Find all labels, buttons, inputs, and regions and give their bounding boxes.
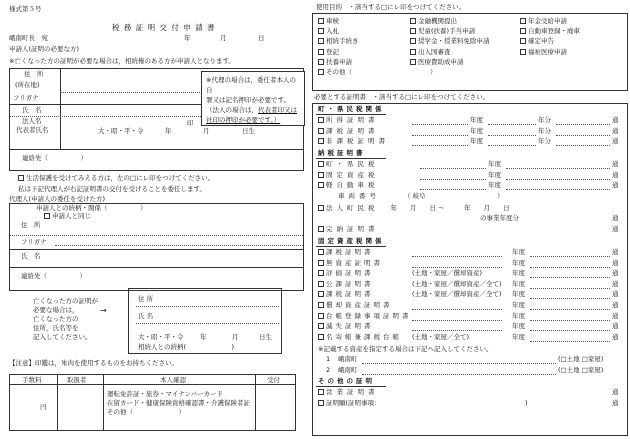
checkbox[interactable] bbox=[318, 291, 324, 297]
checkbox[interactable] bbox=[318, 59, 324, 65]
delegate-relation: 申請人との続柄・関係（ ） bbox=[36, 204, 147, 212]
town-tax-row[interactable]: 非課税証明書 bbox=[318, 138, 389, 145]
purpose-scholarship[interactable]: 奨学金・授業料免除申請 bbox=[410, 36, 520, 46]
checkbox[interactable] bbox=[318, 138, 324, 144]
checkbox[interactable] bbox=[318, 249, 324, 255]
fiscal-year-label: 年度 bbox=[512, 332, 525, 341]
fiscal-year-label: 年度 bbox=[470, 137, 483, 145]
fiscal-year-label: 年度 bbox=[512, 290, 525, 299]
applicant-birth-year: 年 bbox=[165, 127, 172, 135]
checkbox[interactable] bbox=[520, 28, 526, 34]
count-label: 通 bbox=[612, 160, 619, 168]
checkbox[interactable] bbox=[318, 38, 324, 44]
fee-header: 手数料 bbox=[22, 376, 42, 384]
count-label: 通 bbox=[612, 398, 619, 407]
purpose-welfare-medical[interactable]: 福祉医療申請 bbox=[520, 47, 620, 57]
reception-header: 受付 bbox=[267, 376, 280, 384]
complete-payment-row[interactable]: 完納証明書 bbox=[318, 226, 379, 233]
checkbox[interactable] bbox=[410, 18, 416, 24]
purpose-bank[interactable]: 金融機関提出 bbox=[410, 16, 520, 26]
delegate-name-label: 氏 名 bbox=[21, 252, 41, 260]
fiscal-year-label: 年度 bbox=[512, 311, 525, 320]
tax-payment-row[interactable]: 軽自動車税 bbox=[318, 182, 379, 189]
year-portion-label: 年分 bbox=[538, 126, 551, 135]
property-heading: 固定資産税関係 bbox=[318, 237, 385, 245]
applicant-name-label: 氏 名 bbox=[22, 106, 42, 114]
checkbox[interactable] bbox=[520, 38, 526, 44]
corp-tax-row[interactable]: 法人町民税 年 月 日 〜 年 月 日 bbox=[318, 205, 510, 212]
delegate-furigana-label: フリガナ bbox=[21, 238, 47, 246]
asset-note: ※記載する資産を指定する場合は下記へ記入してください。 bbox=[318, 345, 493, 353]
fiscal-year-label: 年度 bbox=[512, 248, 525, 256]
fiscal-year-label: 年度 bbox=[512, 269, 525, 278]
fiscal-year-label: 年度 bbox=[512, 279, 525, 288]
arrow-right-icon: → bbox=[100, 306, 107, 315]
deceased-birth-year: 年 bbox=[200, 333, 207, 341]
close-paren: ) bbox=[525, 398, 528, 407]
checkbox[interactable] bbox=[318, 18, 324, 24]
other-cert-row[interactable]: 営業証明書 bbox=[318, 389, 379, 396]
checkbox[interactable] bbox=[318, 323, 324, 329]
asset-town: 峨南町 bbox=[338, 355, 358, 363]
checkbox[interactable] bbox=[318, 226, 324, 232]
count-label: 通 bbox=[612, 279, 619, 288]
plate-number-row: 車両番号 （ 岐阜 ） bbox=[338, 192, 504, 200]
identity-header: 本人確認 bbox=[160, 376, 186, 384]
checkbox[interactable] bbox=[318, 302, 324, 308]
deceased-note: ※亡くなった方の証明が必要な場合は，相続権のある方が申請人となります。 bbox=[9, 57, 235, 65]
checkbox[interactable] bbox=[318, 128, 324, 134]
asset-number: 2 bbox=[326, 365, 331, 374]
property-row[interactable]: 償却資産証明書 bbox=[318, 302, 393, 309]
deceased-name-label: 氏 名 bbox=[138, 312, 154, 320]
form-title: 税 務 証 明 交 付 申 請 書 bbox=[112, 23, 216, 32]
count-label: 通 bbox=[612, 116, 619, 124]
purpose-vehicle-registration[interactable]: 自動車登録・廃車 bbox=[520, 26, 620, 36]
checkbox[interactable] bbox=[318, 182, 324, 188]
town-tax-row[interactable]: 課税証明書 bbox=[318, 128, 379, 135]
checkbox[interactable] bbox=[318, 270, 324, 276]
business-year-label: の事業年度分 bbox=[480, 214, 519, 222]
fiscal-year-label: 年度 bbox=[512, 322, 525, 331]
count-label: 通 bbox=[612, 137, 619, 145]
asset-kind[interactable]: (□土地 □家屋) bbox=[558, 365, 604, 374]
applicant-location-label: (所在地) bbox=[15, 81, 40, 89]
deceased-birth-day: 日生 bbox=[259, 333, 272, 341]
count-label: 通 bbox=[612, 388, 619, 396]
applicant-heading: 申請人(証明の必要な方) bbox=[9, 45, 80, 53]
count-label: 通 bbox=[612, 170, 619, 179]
checkbox[interactable] bbox=[410, 28, 416, 34]
deceased-birth-month: 月 bbox=[232, 333, 239, 341]
checkbox[interactable] bbox=[318, 281, 324, 287]
property-row[interactable]: 課税証明書 bbox=[318, 249, 374, 256]
checkbox[interactable] bbox=[520, 18, 526, 24]
checkbox[interactable] bbox=[318, 69, 324, 75]
date-day-label: 日 bbox=[258, 34, 265, 42]
seal-caution: 【注意】印鑑は，朱肉を使用するものをお持ちください。 bbox=[9, 359, 178, 367]
property-row[interactable]: 公課証明書 bbox=[318, 281, 374, 288]
asset-type-label: (土地・家屋／償却資産) bbox=[412, 269, 483, 278]
checkbox[interactable] bbox=[318, 49, 324, 55]
property-row[interactable]: 評価証明書 bbox=[318, 270, 374, 277]
purpose-child-allowance[interactable]: 児童(扶養)手当申請 bbox=[410, 26, 520, 36]
purpose-items bbox=[318, 16, 618, 77]
rep-name-label: 代表者氏名 bbox=[16, 126, 49, 134]
applicant-birth-era: 大・昭・平・令 bbox=[98, 127, 144, 135]
fee-unit: 円 bbox=[40, 403, 47, 411]
fiscal-year-label: 年度 bbox=[512, 301, 525, 309]
same-as-applicant-checkbox[interactable] bbox=[44, 213, 50, 219]
count-label: 通 bbox=[612, 290, 619, 299]
fiscal-year-label: 年度 bbox=[488, 170, 501, 179]
purpose-medical-subsidy[interactable]: 医療費助成申請 bbox=[410, 57, 520, 67]
delegate-address-label: 住 所 bbox=[21, 221, 41, 229]
delegate-heading: 代理人(申請人の委任を受けた方) bbox=[9, 195, 106, 203]
checkbox[interactable] bbox=[410, 38, 416, 44]
purpose-dependent[interactable]: 扶養申請 bbox=[318, 57, 410, 67]
count-label: 通 bbox=[612, 269, 619, 278]
welfare-note: 生活保護を受けてみえる方は，左の□にレ印をつけてください。 bbox=[18, 175, 214, 182]
date-year-label: 年 bbox=[184, 34, 191, 42]
year-portion-label: 年分 bbox=[538, 137, 551, 145]
purpose-car-inspection[interactable]: 車検 bbox=[318, 16, 410, 26]
tax-payment-row[interactable]: 町・県民税 bbox=[318, 161, 379, 168]
purpose-heading-line: 使用目的 ・該当する□にレ印をつけてください。 bbox=[316, 3, 466, 11]
asset-type-label: (土地・家屋／償却資産／全て) bbox=[412, 290, 502, 299]
fiscal-year-label: 年度 bbox=[512, 258, 525, 267]
corp-name-label: 法人名 bbox=[22, 117, 42, 125]
checkbox[interactable] bbox=[318, 28, 324, 34]
cert-heading-line: 必要とする証明書 ・該当する□にレ印をつけてください。 bbox=[314, 93, 490, 101]
purpose-other[interactable]: その他（ ） bbox=[318, 67, 618, 77]
count-label: 通 bbox=[612, 311, 619, 320]
count-label: 通 bbox=[612, 181, 619, 189]
delegate-same-option: 申請人と同じ bbox=[44, 213, 91, 220]
purpose-registration[interactable]: 登記 bbox=[318, 47, 410, 57]
deceased-birth-era: 大・昭・平・令 bbox=[138, 333, 184, 341]
purpose-immigration[interactable]: 出入国審査 bbox=[410, 47, 520, 57]
handler-header: 取扱者 bbox=[67, 376, 87, 384]
applicant-birth-day: 日生 bbox=[242, 127, 255, 135]
fiscal-year-label: 年度 bbox=[470, 126, 483, 135]
checkbox[interactable] bbox=[318, 205, 324, 211]
other-cert-row[interactable]: 証明願(証明事項： bbox=[318, 400, 381, 407]
count-label: 通 bbox=[612, 322, 619, 331]
fiscal-year-label: 年度 bbox=[488, 181, 501, 189]
purpose-bidding[interactable]: 入札 bbox=[318, 26, 410, 36]
welfare-checkbox[interactable] bbox=[18, 175, 24, 181]
delegate-contact: 連絡先（ ） bbox=[21, 272, 86, 280]
corp-count-label: 通 bbox=[612, 214, 619, 222]
count-label: 通 bbox=[612, 126, 619, 135]
asset-type-label: (土地・家屋／償却資産／全て) bbox=[412, 279, 502, 288]
asset-number: 1 bbox=[326, 355, 331, 363]
identity-documents: 運転免許証・旅券・マイナンバーカード 在留カード・健康保険資格確認書・介護保険者証 その他（ ） bbox=[107, 390, 250, 416]
property-row[interactable]: 名寄帳兼課税台帳 bbox=[318, 334, 402, 341]
addressee: 峨南町長 宛 bbox=[9, 34, 48, 42]
property-row[interactable]: 無資産証明書 bbox=[318, 260, 383, 267]
property-row[interactable]: 課税証明書 bbox=[318, 291, 374, 298]
checkbox[interactable] bbox=[410, 49, 416, 55]
purpose-tax-return[interactable]: 確定申告 bbox=[520, 36, 620, 46]
count-label: 通 bbox=[612, 248, 619, 256]
form-number: 様式第５号 bbox=[9, 5, 42, 13]
seal-mark: 印 bbox=[187, 119, 194, 127]
checkbox[interactable] bbox=[318, 334, 324, 340]
count-label: 通 bbox=[612, 258, 619, 267]
purpose-inheritance[interactable]: 相続手続き bbox=[318, 36, 410, 46]
checkbox[interactable] bbox=[318, 161, 324, 167]
fiscal-year-label: 年度 bbox=[470, 116, 483, 124]
property-row[interactable]: 台帳登録事項証明書 bbox=[318, 313, 412, 320]
checkbox[interactable] bbox=[318, 389, 324, 395]
town-tax-heading: 町・県民税関係 bbox=[318, 105, 385, 113]
asset-town: 峨南町 bbox=[338, 365, 358, 374]
purpose-pension[interactable]: 年金受給申請 bbox=[520, 16, 620, 26]
checkbox[interactable] bbox=[318, 117, 324, 123]
checkbox[interactable] bbox=[318, 172, 324, 178]
fiscal-year-label: 年度 bbox=[488, 160, 501, 168]
count-label: 通 bbox=[612, 301, 619, 309]
proxy-note-box: ※代理の場合は，委任者本人の自 署又は記名押印が必要です。 （法人の場合は，代表者印又は 社印の押印が必要です。） bbox=[201, 71, 305, 126]
year-portion-label: 年分 bbox=[538, 116, 551, 124]
delegation-sentence: 私は下記代理人が右記証明書の交付を受けることを委任します。 bbox=[18, 185, 206, 193]
checkbox[interactable] bbox=[520, 49, 526, 55]
deceased-address-label: 住 所 bbox=[138, 295, 154, 303]
checkbox[interactable] bbox=[318, 313, 324, 319]
count-label: 通 bbox=[612, 332, 619, 341]
other-cert-heading: その他の証明 bbox=[318, 377, 375, 385]
applicant-birth-month: 月 bbox=[203, 127, 210, 135]
deceased-relation: 相続人との続柄( ) bbox=[138, 343, 235, 351]
checkbox[interactable] bbox=[318, 400, 324, 406]
town-tax-row[interactable]: 所得証明書 bbox=[318, 117, 379, 124]
checkbox[interactable] bbox=[318, 260, 324, 266]
checkbox[interactable] bbox=[410, 59, 416, 65]
asset-type-label: (土地・家屋／全て) bbox=[412, 332, 470, 341]
date-month-label: 月 bbox=[220, 34, 227, 42]
tax-payment-heading: 納税証明書 bbox=[318, 149, 366, 157]
property-row[interactable]: 滅失証明書 bbox=[318, 323, 374, 330]
tax-payment-row[interactable]: 固定資産税 bbox=[318, 172, 379, 179]
applicant-contact: 連絡先（ ） bbox=[22, 154, 87, 162]
deceased-instruction: 亡くなった方の証明が 必要な場合は， 亡くなった方の 住所，氏名等を 記入してください。 bbox=[33, 297, 98, 342]
complete-count-label: 通 bbox=[612, 225, 619, 233]
applicant-address-label: 住 所 bbox=[24, 70, 44, 78]
applicant-furigana-label: フリガナ bbox=[13, 94, 39, 102]
asset-kind[interactable]: (□土地 □家屋) bbox=[558, 355, 604, 363]
